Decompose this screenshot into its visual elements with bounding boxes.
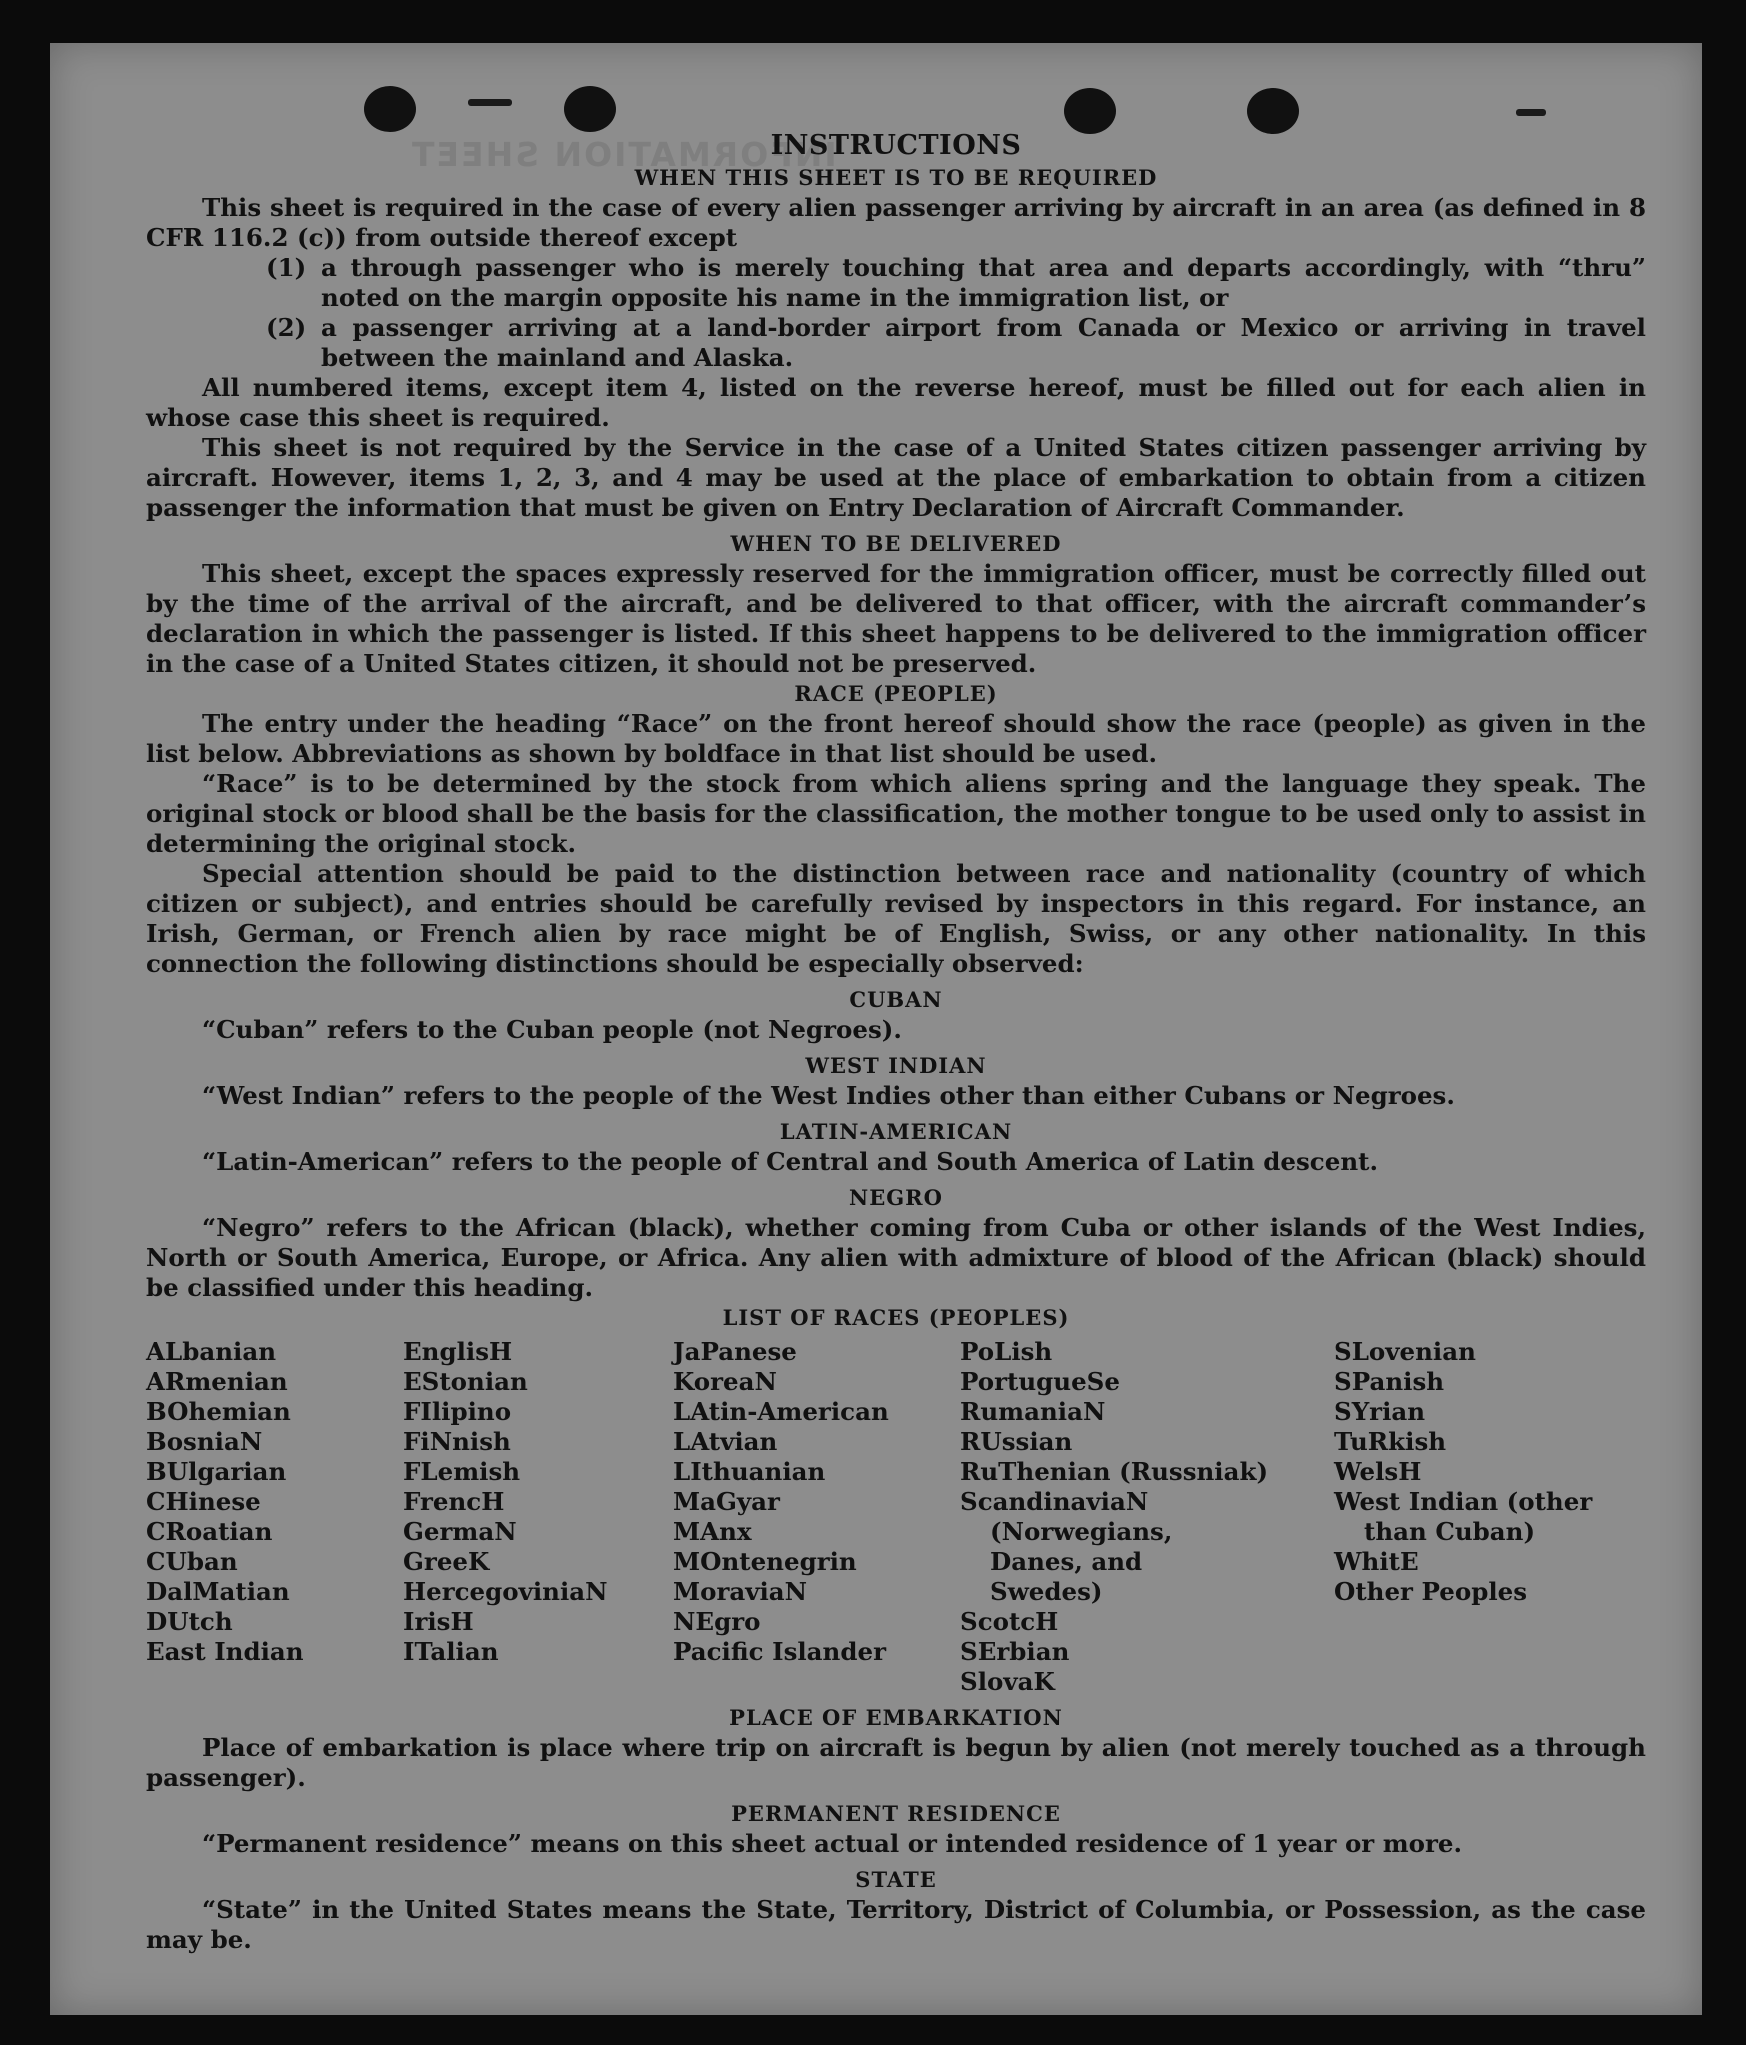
race-entry: ScandinaviaN (Norwegians, Danes, and Swedes) [960, 1487, 1173, 1606]
item-number: (1) [266, 253, 307, 282]
race-entry: LAtin-American [673, 1397, 889, 1426]
race-entry: CRoatian [146, 1517, 273, 1546]
race-entry: KoreaN [673, 1367, 777, 1396]
paragraph: “Race” is to be determined by the stock from which aliens spring and the language they speak. The original stock or blood shall be the basis for the classification, the mother tongue to be used only to assist in determining the original stock. [146, 769, 1646, 858]
race-entry: FIlipino [403, 1397, 512, 1426]
races-column [960, 1337, 1269, 1697]
punch-hole [364, 86, 416, 132]
race-entry: MoraviaN [673, 1577, 808, 1606]
section-heading: WEST INDIAN [805, 1053, 987, 1078]
race-entry: JaPanese [673, 1337, 797, 1366]
race-entry: PortugueSe [960, 1367, 1120, 1396]
race-entry: GermaN [403, 1517, 517, 1546]
race-entry: SErbian [960, 1637, 1070, 1666]
race-entry: CHinese [146, 1487, 261, 1516]
race-entry: East Indian [146, 1637, 304, 1666]
race-entry: LAtvian [673, 1427, 778, 1456]
race-entry: ALbanian [146, 1337, 277, 1366]
definition: “West Indian” refers to the people of the West Indies other than either Cubans or Negroes. [202, 1081, 1455, 1110]
race-entry: Other Peoples [1334, 1577, 1528, 1606]
item-text: a passenger arriving at a land-border airport from Canada or Mexico or arriving in travel between the mainland and Alaska. [321, 313, 1646, 372]
section-heading: PLACE OF EMBARKATION [729, 1705, 1063, 1730]
race-entry: WelsH [1334, 1457, 1422, 1486]
punch-hole [564, 86, 616, 132]
races-list [146, 1337, 1646, 1697]
race-entry: MAnx [673, 1517, 752, 1546]
race-entry: RUssian [960, 1427, 1073, 1456]
paragraph: All numbered items, except item 4, listed on the reverse hereof, must be filled out for each alien in whose case this sheet is required. [146, 373, 1646, 432]
race-entry: FiNnish [403, 1427, 511, 1456]
race-entry: ARmenian [146, 1367, 288, 1396]
section-heading: RACE (PEOPLE) [794, 681, 998, 706]
punch-hole [1064, 88, 1116, 134]
instructions-content [146, 131, 1646, 1955]
page-title: INSTRUCTIONS [770, 130, 1022, 161]
race-entry: MOntenegrin [673, 1547, 857, 1576]
race-entry: DUtch [146, 1607, 233, 1636]
item-number: (2) [266, 313, 307, 342]
race-entry: GreeK [403, 1547, 490, 1576]
ink-mark [468, 99, 512, 106]
races-column [146, 1337, 403, 1697]
section-heading: NEGRO [849, 1185, 943, 1210]
race-entry: EStonian [403, 1367, 528, 1396]
race-entry: LIthuanian [673, 1457, 826, 1486]
list-item [146, 313, 1646, 373]
paragraph: The entry under the heading “Race” on the front hereof should show the race (people) as given in the list below. Abbreviations as shown by boldface in that list should be used. [146, 709, 1646, 768]
definition: “Permanent residence” means on this sheet actual or intended residence of 1 year or more. [202, 1829, 1463, 1858]
race-entry: WhitE [1334, 1547, 1419, 1576]
race-entry: FLemish [403, 1457, 521, 1486]
race-entry: BUlgarian [146, 1457, 287, 1486]
race-entry: NEgro [673, 1607, 761, 1636]
definition: “Negro” refers to the African (black), whether coming from Cuba or other islands of the West Indies, North or South America, Europe, or Africa. Any alien with admixture of blood of the African (black) should be classified under this heading. [146, 1213, 1646, 1302]
paragraph: “State” in the United States means the State, Territory, District of Columbia, or Possession, as the case may be. [146, 1895, 1646, 1954]
race-entry: SLovenian [1334, 1337, 1476, 1366]
definition: “Cuban” refers to the Cuban people (not Negroes). [202, 1015, 902, 1044]
paragraph: This sheet, except the spaces expressly reserved for the immigration officer, must be correctly filled out by the time of the arrival of the aircraft, and be delivered to that officer, with the aircraft commander’s declaration in which the passenger is listed. If this sheet happens to be delivered to the immigration officer in the case of a United States citizen, it should not be preserved. [146, 559, 1646, 678]
section-heading: LATIN-AMERICAN [779, 1119, 1013, 1144]
race-entry: ITalian [403, 1637, 499, 1666]
paragraph: Place of embarkation is place where trip on aircraft is begun by alien (not merely touched as a through passenger). [146, 1733, 1646, 1792]
race-entry: PoLish [960, 1337, 1053, 1366]
item-text: a through passenger who is merely touching that area and departs accordingly, with “thru” noted on the margin opposite his name in the immigration list, or [321, 253, 1646, 312]
race-entry: HercegoviniaN [403, 1577, 608, 1606]
race-entry: Pacific Islander [673, 1637, 886, 1666]
section-heading: WHEN THIS SHEET IS TO BE REQUIRED [634, 165, 1158, 190]
section-heading: LIST OF RACES (PEOPLES) [722, 1305, 1070, 1330]
list-item [146, 253, 1646, 313]
race-entry: DalMatian [146, 1577, 290, 1606]
race-entry: FrencH [403, 1487, 505, 1516]
race-entry: West Indian (other than Cuban) [1334, 1487, 1593, 1546]
race-entry: EnglisH [403, 1337, 513, 1366]
ink-mark [1516, 109, 1546, 116]
race-entry: SPanish [1334, 1367, 1445, 1396]
race-entry: ScotcH [960, 1607, 1059, 1636]
race-entry: MaGyar [673, 1487, 780, 1516]
paragraph: Special attention should be paid to the distinction between race and nationality (country of which citizen or subject), and entries should be carefully revised by inspectors in this regard. For instance, an Irish, German, or French alien by race might be of English, Swiss, or any other nationality. In this connection the following distinctions should be especially observed: [146, 859, 1646, 978]
section-heading: WHEN TO BE DELIVERED [730, 531, 1062, 556]
section-heading: CUBAN [849, 987, 943, 1012]
document-sheet [50, 43, 1702, 2015]
section-heading: STATE [855, 1867, 937, 1892]
punch-hole [1247, 88, 1299, 134]
race-entry: RumaniaN [960, 1397, 1106, 1426]
paragraph: This sheet is not required by the Service in the case of a United States citizen passenger arriving by aircraft. However, items 1, 2, 3, and 4 may be used at the place of embarkation to obtain from a citizen passenger the information that must be given on Entry Declaration of Aircraft Commander. [146, 433, 1646, 522]
races-column [1334, 1337, 1604, 1697]
races-column [403, 1337, 673, 1697]
race-entry: RuThenian (Russniak) [960, 1457, 1269, 1486]
race-entry: SlovaK [960, 1667, 1055, 1696]
definition: “Latin-American” refers to the people of Central and South America of Latin descent. [202, 1147, 1378, 1176]
race-entry: BOhemian [146, 1397, 291, 1426]
race-entry: CUban [146, 1547, 238, 1576]
race-entry: BosniaN [146, 1427, 263, 1456]
race-entry: IrisH [403, 1607, 474, 1636]
race-entry: SYrian [1334, 1397, 1426, 1426]
bleed-through-text: INFORMATION SHEET [410, 135, 837, 174]
paragraph: This sheet is required in the case of every alien passenger arriving by aircraft in an area (as defined in 8 CFR 116.2 (c)) from outside thereof except [146, 193, 1646, 252]
section-heading: PERMANENT RESIDENCE [731, 1801, 1061, 1826]
races-column [673, 1337, 960, 1697]
race-entry: TuRkish [1334, 1427, 1447, 1456]
